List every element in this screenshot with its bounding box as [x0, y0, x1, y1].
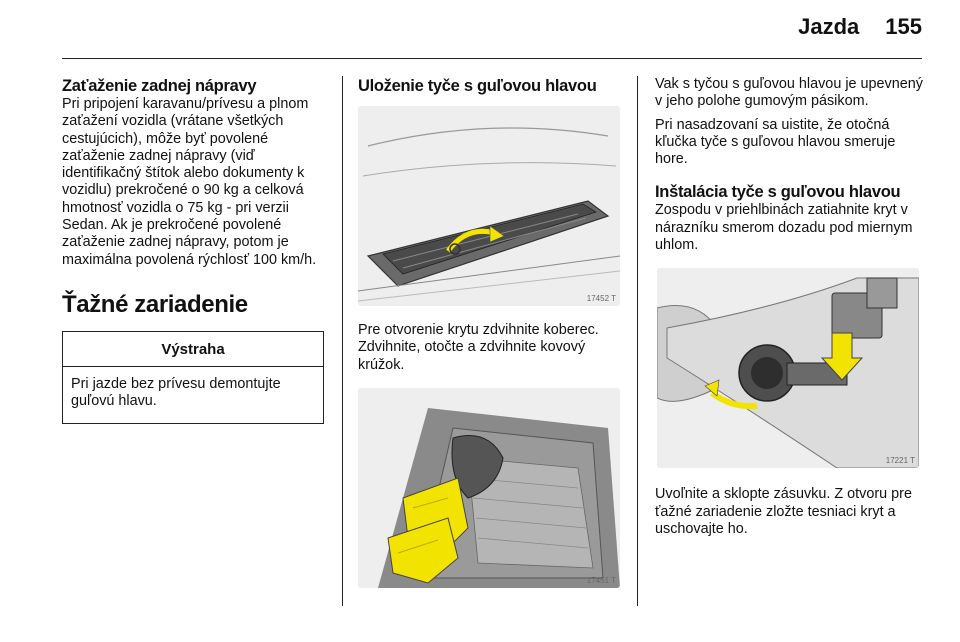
figure-code: 17451 T: [586, 575, 616, 585]
figure-socket: [657, 268, 919, 468]
figure-code: 17452 T: [586, 294, 616, 303]
page-header: [798, 14, 922, 40]
figure-code: 17221 T: [885, 456, 915, 466]
column-2: [358, 76, 620, 588]
handle-paragraph: Pri nasadzovaní sa uistite, že otočná kľučka tyče s guľovou hlavou smeruje hore.: [655, 116, 896, 168]
socket-paragraph: Uvoľnite a sklopte zásuvku. Z otvoru pre ťažné zariadenie zložte tesniaci kryt a uschovajte ho.: [655, 486, 912, 537]
trunk-floor-illustration: [358, 106, 620, 306]
heading-installation: Inštalácia tyče s guľovou hlavou: [655, 183, 901, 202]
heading-towing-device: Ťažné zariadenie: [62, 290, 248, 318]
page-number: 155: [885, 14, 922, 39]
heading-rear-axle-load: Zaťaženie zadnej nápravy: [62, 77, 257, 95]
section-title: Jazda: [798, 14, 860, 39]
column-divider-1: [342, 76, 343, 606]
column-1: [62, 76, 324, 424]
rear-axle-paragraph: Pri pripojení karavanu/prívesu a plnom zaťažení vozidla (vrátane všetkých cestujúcich), môže byť povolené zaťaženie zadnej nápravy (viď identifikačný štítok alebo dokumenty k vozidlu) prekročené o 90 kg a celková hmotnosť vozidla o 75 kg - pri verzii Sedan. Ak je prekročené povolené zaťaženie zadnej nápravy, potom je maximálna povolená rýchlosť 100 km/h.: [62, 96, 317, 268]
column-3: [655, 76, 923, 538]
warning-title: Výstraha: [63, 332, 323, 367]
warning-body: Pri jazde bez prívesu demontujte guľovú hlavu.: [71, 375, 281, 410]
ball-bar-bag-illustration: [358, 388, 620, 588]
figure-trunk-floor: [358, 106, 620, 306]
column-divider-2: [637, 76, 638, 606]
socket-illustration: [657, 268, 919, 468]
figure-ball-bar-bag: [358, 388, 620, 588]
header-rule: [62, 58, 922, 59]
heading-storage: Uloženie tyče s guľovou hlavou: [358, 77, 597, 95]
bag-paragraph: Vak s tyčou s guľovou hlavou je upevnený v jeho polohe gumovým pásikom.: [655, 76, 923, 110]
open-cover-paragraph: Pre otvorenie krytu zdvihnite koberec. Zdvihnite, otočte a zdvihnite kovový krúžok.: [358, 322, 599, 373]
bumper-cover-paragraph: Zospodu v priehlbinách zatiahnite kryt v nárazníku smerom dozadu pod miernym uhlom.: [655, 202, 913, 254]
warning-box: [62, 331, 324, 424]
